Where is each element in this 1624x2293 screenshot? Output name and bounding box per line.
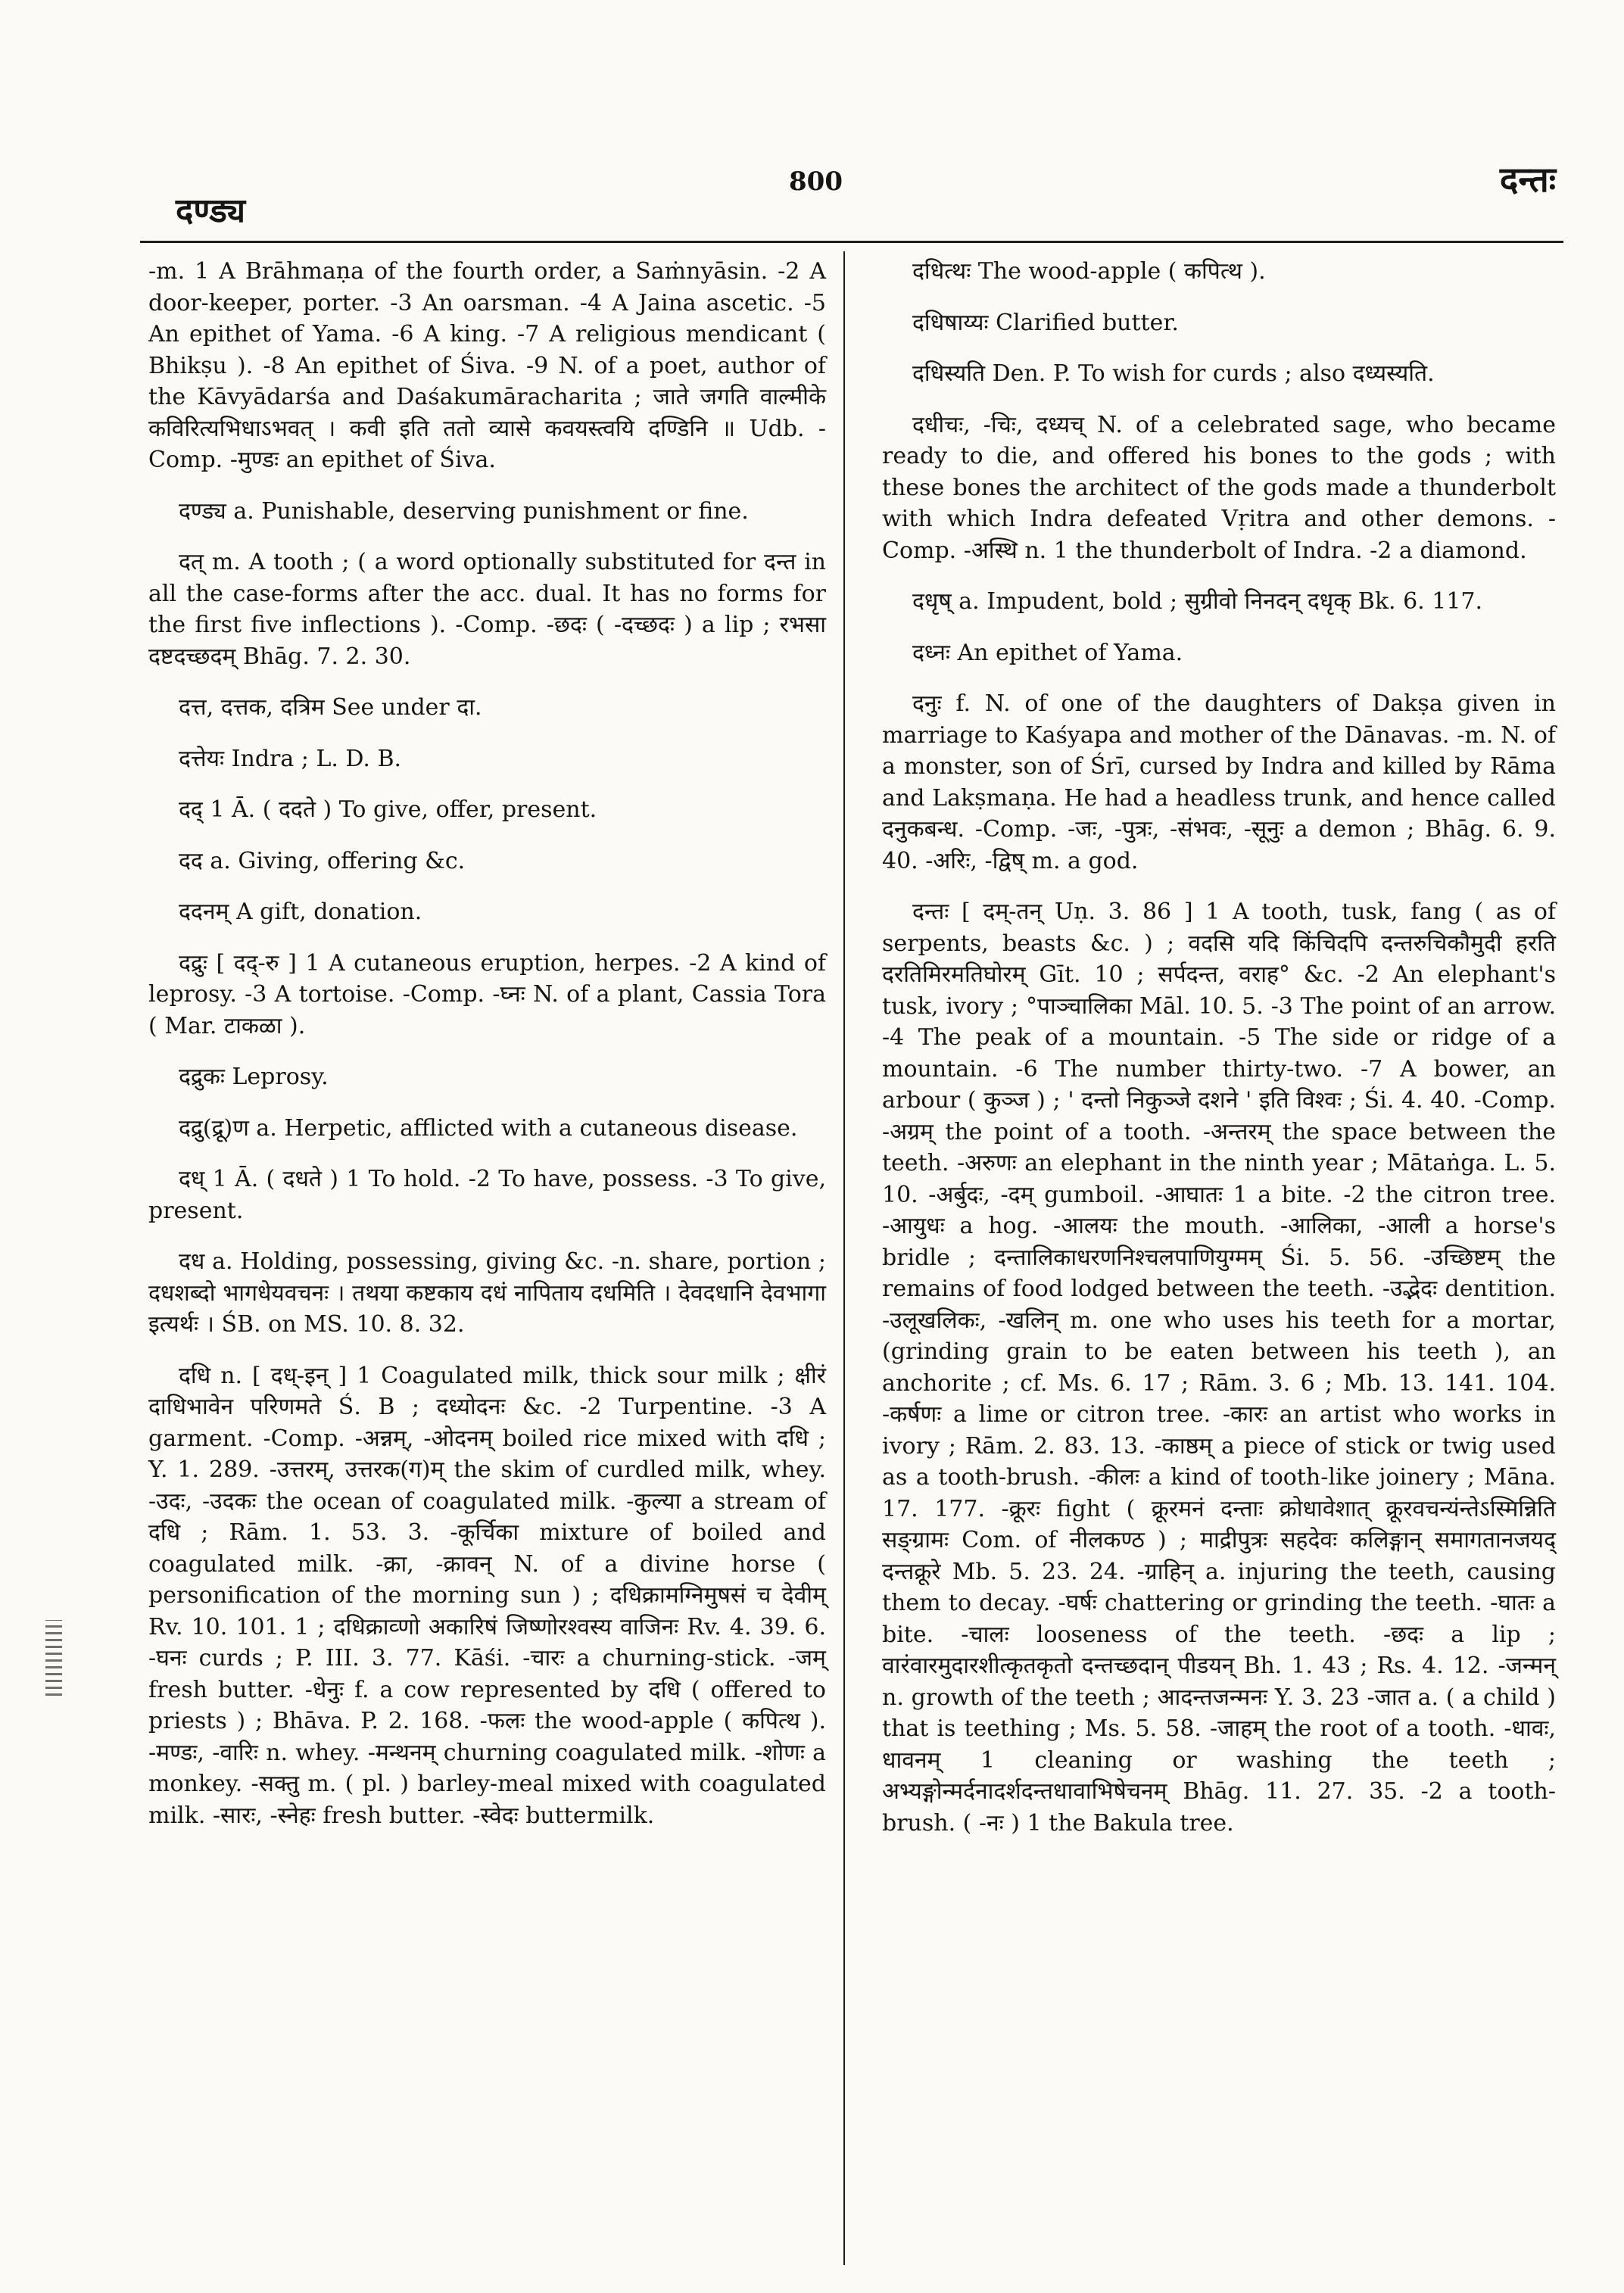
- dictionary-entry: दध् 1 Ā. ( दधते ) 1 To hold. -2 To have, possess. -3 To give, present.: [148, 1166, 826, 1224]
- dictionary-entry: दण्ड्य a. Punishable, deserving punishment or fine.: [179, 497, 749, 525]
- dictionary-entry: दद a. Giving, offering &c.: [179, 847, 466, 874]
- margin-mark: [45, 1620, 62, 1696]
- dictionary-entry: ददनम् A gift, donation.: [179, 899, 422, 925]
- dictionary-entry: दद् 1 Ā. ( ददते ) To give, offer, present.: [179, 796, 597, 823]
- right-guide-word: दन्तः: [1499, 159, 1556, 200]
- dictionary-entry: दत् m. A tooth ; ( a word optionally substituted for दन्त in all the case-forms after the acc. dual. It has no forms for the first five inflections ). -Comp. -छदः ( -दच्छदः ) a lip ; रभसा दष्टदच्छदम् Bhāg. 7. 2. 30.: [148, 549, 826, 670]
- left-column: [148, 256, 826, 1851]
- dictionary-entry: दद्रुः [ दद्-रु ] 1 A cutaneous eruption, herpes. -2 A kind of leprosy. -3 A tortoise. -Comp. -घ्नः N. of a plant, Cassia Tora ( Mar. टाकळा ).: [148, 949, 826, 1039]
- dictionary-entry: दनुः f. N. of one of the daughters of Dakṣa given in marriage to Kaśyapa and mother of the Dānavas. -m. N. of a monster, son of Śrī, cursed by Indra and killed by Rāma and Lakṣmaṇa. He had a headless trunk, and hence called दनुकबन्ध. -Comp. -जः, -पुत्रः, -संभवः, -सूनुः a demon ; Bhāg. 6. 9. 40. -अरिः, -द्विष् m. a god.: [882, 690, 1556, 874]
- right-column: [882, 256, 1556, 1858]
- page-number: 800: [789, 167, 843, 197]
- dictionary-entry: दत्त, दत्तक, दत्रिम See under दा.: [179, 694, 482, 721]
- dictionary-entry: दधि n. [ दध्-इन् ] 1 Coagulated milk, thick sour milk ; क्षीरं दाधिभावेन परिणमते Ś. B ; दध्योदनः &c. -2 Turpentine. -3 A garment. -Comp. -अन्नम्, -ओदनम् boiled rice mixed with दधि ; Y. 1. 289. -उत्तरम्, उत्तरक(ग)म् the skim of curdled milk, whey. -उदः, -उदकः the ocean of coagulated milk. -कुल्या a stream of दधि ; Rām. 1. 53. 3. -कूर्चिका mixture of boiled and coagulated milk. -क्रा, -क्रावन् N. of a divine horse ( personification of the morning sun ) ; दधिक्रामग्निमुषसं च देवीम् Rv. 10. 101. 1 ; दधिक्राव्णो अकारिषं जिष्णोरश्वस्य वाजिनः Rv. 4. 39. 6. -घनः curds ; P. III. 3. 77. Kāśi. -चारः a churning-stick. -जम् fresh butter. -धेनुः f. a cow represented by दधि ( offered to priests ) ; Bhāva. P. 2. 168. -फलः the wood-apple ( कपित्थ ). -मण्डः, -वारिः n. whey. -मन्थनम् churning coagulated milk. -शोणः a monkey. -सक्तु m. ( pl. ) barley-meal mixed with coagulated milk. -सारः, -स्नेहः fresh butter. -स्वेदः buttermilk.: [148, 1362, 826, 1829]
- dictionary-entry: दधीचः, -चिः, दध्यच् N. of a celebrated sage, who became ready to die, and offered his bones to the gods ; with these bones the architect of the gods made a thunderbolt with which Indra defeated Vṛitra and other demons. -Comp. -अस्थि n. 1 the thunderbolt of Indra. -2 a diamond.: [882, 411, 1556, 564]
- dictionary-entry: दध्नः An epithet of Yama.: [912, 639, 1183, 666]
- dictionary-entry: दधृष् a. Impudent, bold ; सुग्रीवो निनदन् दधृक् Bk. 6. 117.: [912, 588, 1483, 615]
- left-guide-word: दण्ड्य: [176, 192, 246, 230]
- column-divider: [843, 251, 845, 2265]
- dictionary-entry: दध a. Holding, possessing, giving &c. -n. share, portion ; दधशब्दो भागधेयवचनः । तथया कष्टकाय दधं नापिताय दधमिति । देवदधानि देवभागा इत्यर्थः । ŚB. on MS. 10. 8. 32.: [148, 1248, 826, 1338]
- dictionary-entry: -m. 1 A Brāhmaṇa of the fourth order, a Saṁnyāsin. -2 A door-keeper, porter. -3 An oarsman. -4 A Jaina ascetic. -5 An epithet of Yama. -6 A king. -7 A religious mendicant ( Bhikṣu ). -8 An epithet of Śiva. -9 N. of a poet, author of the Kāvyādarśa and Daśakumāracharita ; जाते जगति वाल्मीके कविरित्यभिधाऽभवत् । कवी इति ततो व्यासे कवयस्त्वयि दण्डिनि ॥ Udb. -Comp. -मुण्डः an epithet of Śiva.: [148, 258, 826, 473]
- dictionary-entry: दत्तेयः Indra ; L. D. B.: [179, 745, 402, 772]
- header-rule: [140, 241, 1563, 243]
- dictionary-entry: दधित्थः The wood-apple ( कपित्थ ).: [912, 258, 1266, 285]
- dictionary-entry: दधिषाय्यः Clarified butter.: [912, 309, 1179, 336]
- dictionary-entry: दधिस्यति Den. P. To wish for curds ; also दध्यस्यति.: [912, 360, 1435, 387]
- dictionary-entry: दन्तः [ दम्-तन् Uṇ. 3. 86 ] 1 A tooth, tusk, fang ( as of serpents, beasts &c. ) ; वदसि यदि किंचिदपि दन्तरुचिकौमुदी हरति दरतिमिरमतिघोरम् Gīt. 10 ; सर्पदन्त, वराह° &c. -2 An elephant's tusk, ivory ; °पाञ्चालिका Māl. 10. 5. -3 The point of an arrow. -4 The peak of a mountain. -5 The side or ridge of a mountain. -6 The number thirty-two. -7 A bower, an arbour ( कुञ्ज ) ; ' दन्तो निकुञ्जे दशने ' इति विश्वः ; Śi. 4. 40. -Comp. -अग्रम् the point of a tooth. -अन्तरम् the space between the teeth. -अरुणः an elephant in the ninth year ; Mātaṅga. L. 5. 10. -अर्बुदः, -दम् gumboil. -आघातः 1 a bite. -2 the citron tree. -आयुधः a hog. -आलयः the mouth. -आलिका, -आली a horse's bridle ; दन्तालिकाधरणनिश्चलपाणियुग्मम् Śi. 5. 56. -उच्छिष्टम् the remains of food lodged between the teeth. -उद्भेदः dentition. -उलूखलिकः, -खलिन् m. one who uses his teeth for a mortar, (grinding grain to be eaten between his teeth ), an anchorite ; cf. Ms. 6. 17 ; Rām. 3. 6 ; Mb. 13. 141. 104. -कर्षणः a lime or citron tree. -कारः an artist who works in ivory ; Rām. 2. 83. 13. -काष्ठम् a piece of stick or twig used as a tooth-brush. -कीलः a kind of tooth-like joinery ; Māna. 17. 177. -क्रूरः fight ( क्रूरमनं दन्ताः क्रोधावेशात् क्रूरवचन्यंन्तेऽस्मिन्निति सङ्ग्रामः Com. of नीलकण्ठ ) ; माद्रीपुत्रः सहदेवः कलिङ्गान् समागतानजयद् दन्तक्रूरे Mb. 5. 23. 24. -ग्राहिन् a. injuring the teeth, causing them to decay. -घर्षः chattering or grinding the teeth. -घातः a bite. -चालः looseness of the teeth. -छदः a lip ; वारंवारमुदारशीत्कृतकृतो दन्तच्छदान् पीडयन् Bh. 1. 43 ; Rs. 4. 12. -जन्मन् n. growth of the teeth ; आदन्तजन्मनः Y. 3. 23 -जात a. ( a child ) that is teething ; Ms. 5. 58. -जाहम् the root of a tooth. -धावः, धावनम् 1 cleaning or washing the teeth ; अभ्यङ्गोन्मर्दनादर्शदन्तधावाभिषेचनम् Bhāg. 11. 27. 35. -2 a tooth-brush. ( -नः ) 1 the Bakula tree.: [882, 899, 1556, 1837]
- dictionary-entry: दद्रुकः Leprosy.: [179, 1064, 329, 1090]
- dictionary-entry: दद्रु(द्रू)ण a. Herpetic, afflicted with a cutaneous disease.: [179, 1114, 798, 1142]
- page-header: [0, 0, 1624, 250]
